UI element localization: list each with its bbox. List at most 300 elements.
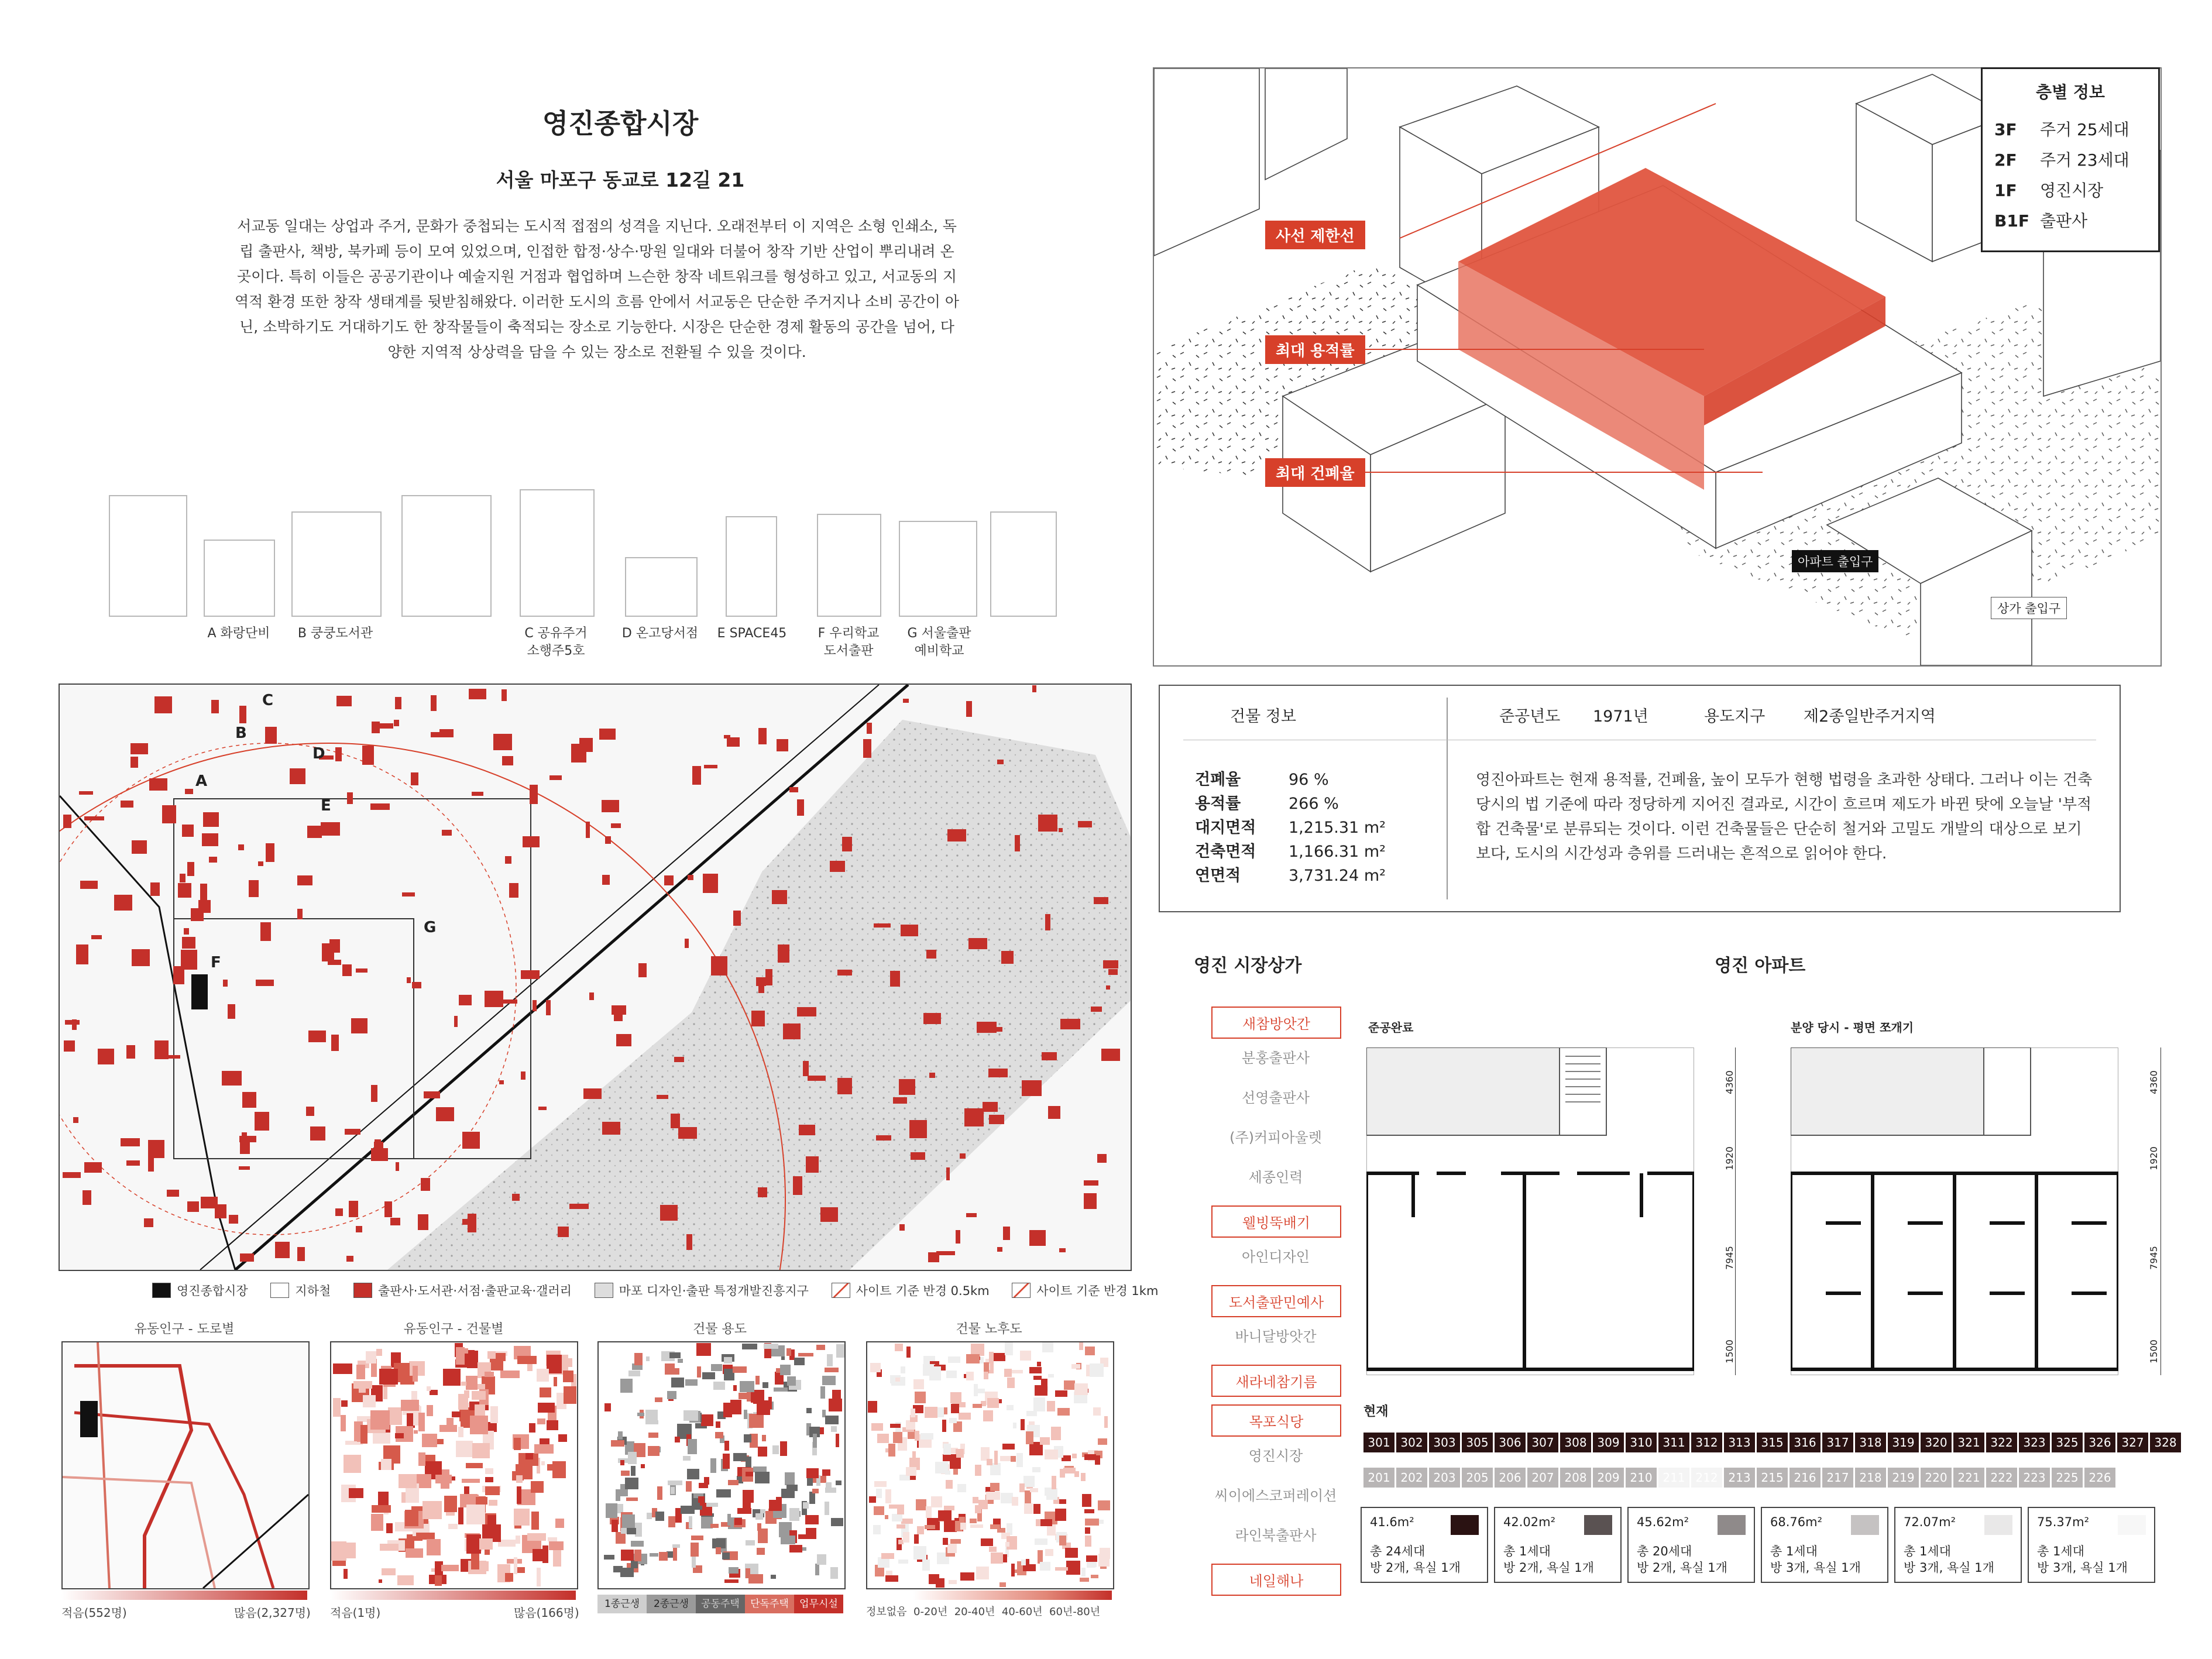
map-block: [1085, 1536, 1091, 1547]
map-block: [895, 1344, 903, 1351]
map-block: [430, 1390, 438, 1395]
store-list: [1211, 1007, 1340, 1615]
map-block: [778, 944, 789, 963]
map-block: [1033, 1504, 1040, 1514]
map-block: [758, 728, 767, 744]
map-block: [696, 1343, 712, 1356]
map-block: [537, 1369, 549, 1382]
map-block: [1038, 815, 1057, 831]
map-block: [836, 1481, 841, 1485]
age-legend-item: 60년-80년: [1049, 1606, 1101, 1618]
map-block: [911, 1409, 915, 1417]
map-block: [906, 1467, 916, 1476]
map-block: [772, 890, 786, 904]
map-block: [909, 1120, 927, 1138]
map-block: [533, 1000, 537, 1012]
map-block: [162, 805, 177, 824]
map-block: [604, 1555, 614, 1560]
map-block: [1090, 1363, 1104, 1377]
map-block: [1011, 1456, 1016, 1462]
map-block: [1030, 1488, 1039, 1492]
map-block: [989, 1352, 993, 1363]
map-block: [890, 971, 900, 987]
map-block: [664, 875, 674, 885]
unit-cell: 208: [1560, 1468, 1591, 1488]
map-block: [1045, 1549, 1054, 1556]
map-block: [757, 1475, 766, 1480]
map-block: [641, 1464, 645, 1468]
map-block: [461, 1382, 466, 1386]
map-block: [1001, 951, 1014, 963]
map-block: [517, 1486, 522, 1504]
map-block: [688, 875, 694, 880]
map-block: [638, 963, 647, 977]
map-block: [431, 732, 449, 737]
map-block: [228, 1004, 235, 1019]
map-block: [540, 1387, 551, 1398]
unit-type-card: [1494, 1507, 1622, 1583]
map-block: [938, 1510, 952, 1521]
map-block: [758, 1447, 767, 1457]
map-block: [970, 1519, 976, 1524]
map-block: [1093, 1407, 1100, 1416]
map-block: [621, 1471, 630, 1476]
map-block: [688, 1439, 697, 1454]
unit-cell: 323: [2019, 1433, 2050, 1452]
map-block: [1072, 1454, 1077, 1458]
map-block: [459, 995, 472, 1005]
map-block: [122, 902, 130, 906]
map-block: [966, 701, 972, 716]
map-block: [1033, 1397, 1045, 1411]
map-block: [727, 737, 740, 747]
map-block: [943, 1444, 951, 1455]
map-block: [1019, 1483, 1025, 1492]
map-block: [913, 1546, 926, 1559]
map-block: [356, 968, 367, 973]
map-block: [989, 1547, 997, 1552]
unit-rooms: 방 3개, 욕실 1개: [2037, 1561, 2128, 1575]
map-block: [388, 1407, 402, 1425]
map-block: [402, 892, 415, 897]
map-block: [885, 1489, 892, 1503]
map-block: [781, 1536, 795, 1544]
map-marker-c: C: [262, 692, 274, 709]
age-legend-item: 40-60년: [1001, 1606, 1043, 1618]
store-item: (주)커피아울렛: [1229, 1129, 1322, 1146]
unit-cell: 301: [1363, 1433, 1394, 1452]
unit-cell: 221: [1953, 1468, 1984, 1488]
map-block: [1021, 1419, 1025, 1430]
map-block: [1042, 1052, 1057, 1060]
map-block: [1065, 1548, 1077, 1558]
unit-cell: 305: [1462, 1433, 1493, 1452]
map-block: [1058, 1499, 1066, 1504]
map-block: [1042, 1342, 1053, 1352]
mini-map-traffic-building: [330, 1341, 578, 1589]
map-block: [531, 1512, 539, 1530]
map-block: [516, 1475, 523, 1483]
map-block: [976, 1567, 989, 1579]
map-block: [686, 1481, 692, 1492]
floor-use: 주거 25세대: [2040, 120, 2129, 139]
unit-cell: 209: [1593, 1468, 1624, 1488]
map-block: [697, 1366, 701, 1378]
floor2-units: [1363, 1468, 2183, 1489]
map-block: [950, 1392, 962, 1403]
map-block: [898, 1560, 908, 1564]
map-block: [549, 1541, 564, 1550]
map-block: [466, 1505, 485, 1524]
map-block: [710, 1524, 719, 1528]
map-block: [521, 970, 540, 979]
map-block: [1080, 1578, 1089, 1582]
store-item: 씨이에스코퍼레이션: [1214, 1488, 1337, 1504]
map-block: [1011, 1564, 1015, 1576]
map-block: [64, 1040, 75, 1052]
map-block: [825, 1488, 836, 1493]
map-block: [616, 1489, 620, 1500]
unit-cell: 213: [1724, 1468, 1755, 1488]
store-item: 새참방앗간: [1211, 1007, 1341, 1039]
building-info-box: [1159, 685, 2121, 912]
map-block: [997, 760, 1004, 764]
map-block: [290, 768, 305, 784]
map-block: [991, 1552, 1003, 1564]
traffic-building-gradient: [330, 1591, 576, 1600]
map-block: [836, 1434, 840, 1447]
unit-type-card: [1361, 1507, 1488, 1583]
map-block: [671, 1487, 675, 1495]
map-block: [502, 689, 507, 700]
map-block: [523, 836, 540, 847]
map-block: [414, 1430, 417, 1434]
map-block: [599, 729, 615, 740]
unit-cell: 326: [2084, 1433, 2115, 1452]
map-block: [407, 977, 410, 983]
map-block: [986, 1492, 1000, 1500]
map-block: [1098, 1438, 1108, 1445]
floor-label: 3F: [1994, 120, 2017, 139]
map-block: [412, 982, 421, 988]
elevation-label-a: A 화랑단비: [207, 626, 270, 641]
map-block: [899, 1224, 905, 1231]
map-block: [514, 1438, 520, 1450]
map-block: [637, 1413, 644, 1416]
map-block: [806, 1156, 819, 1172]
map-block: [372, 1505, 391, 1513]
map-block: [209, 857, 217, 863]
map-block: [873, 1525, 881, 1534]
map-block: [973, 1404, 982, 1408]
map-block: [830, 861, 845, 872]
map-block: [822, 1469, 830, 1475]
map-block: [825, 1416, 839, 1424]
map-block: [1004, 1369, 1012, 1377]
map-block: [538, 1107, 547, 1110]
unit-cell: 205: [1462, 1468, 1493, 1488]
floor-plan-split: [1791, 1047, 2118, 1375]
map-block: [885, 1575, 898, 1582]
unit-cell: 222: [1986, 1468, 2017, 1488]
map-block: [148, 1140, 164, 1159]
map-block: [424, 1091, 439, 1098]
mini-map-title: 유동인구 - 도로별: [134, 1322, 235, 1337]
map-block: [916, 1499, 926, 1510]
map-block: [1074, 1383, 1088, 1396]
map-block: [674, 1057, 685, 1062]
map-block: [874, 923, 890, 927]
building-age-gradient: [913, 1591, 1112, 1600]
map-block: [943, 1538, 948, 1544]
map-block: [704, 765, 717, 769]
map-block: [618, 1431, 623, 1439]
map-block: [359, 1385, 366, 1393]
map-block: [990, 1483, 1000, 1491]
map-block: [310, 1126, 325, 1141]
map-block: [692, 766, 700, 785]
map-block: [514, 1557, 517, 1574]
map-block: [897, 1505, 904, 1514]
map-block: [265, 727, 276, 744]
building-use-legend: [597, 1595, 843, 1613]
floor-label: B1F: [1994, 211, 2029, 231]
unit-count: 총 1세대: [1904, 1544, 1951, 1558]
map-block: [527, 1533, 547, 1540]
map-block: [341, 1400, 348, 1407]
map-block: [558, 1434, 567, 1442]
traffic-building-low: 적음(1명): [330, 1606, 381, 1620]
map-block: [822, 1376, 835, 1385]
map-block: [1012, 1497, 1019, 1505]
map-block: [1081, 1473, 1086, 1481]
unit-cell: 306: [1495, 1433, 1526, 1452]
map-block: [405, 1510, 418, 1526]
map-block: [756, 977, 767, 986]
elevation-building-g: [899, 521, 977, 617]
map-block: [764, 1344, 778, 1349]
unit-cell: 316: [1789, 1433, 1821, 1452]
unit-color-swatch: [1851, 1515, 1879, 1535]
map-block: [897, 1524, 905, 1529]
map-marker-g: G: [424, 919, 437, 936]
map-block: [512, 1194, 519, 1201]
elevation-label-f: F 우리학교 도서출판: [818, 626, 880, 658]
map-block: [555, 1519, 564, 1528]
age-legend-item: 0-20년: [913, 1606, 948, 1618]
map-block: [960, 1523, 966, 1530]
dimension-4360-right: 4360: [2148, 1070, 2159, 1094]
map-block: [767, 973, 772, 985]
map-block: [803, 1502, 809, 1509]
map-block: [485, 1477, 493, 1482]
map-block: [691, 1536, 703, 1540]
map-block: [691, 1506, 702, 1510]
map-block: [63, 815, 71, 828]
map-block: [622, 1514, 635, 1528]
map-block: [201, 1197, 218, 1208]
map-block: [525, 1453, 533, 1459]
map-block: [757, 1548, 765, 1555]
map-block: [686, 1234, 692, 1249]
mini-map-traffic-building-blocks: [331, 1342, 577, 1588]
map-block: [946, 1371, 957, 1378]
map-block: [723, 1454, 730, 1469]
map-block: [1013, 1423, 1016, 1428]
store-item: 라인북출판사: [1235, 1527, 1317, 1544]
use-legend-item: 단독주택: [745, 1595, 794, 1613]
map-block: [258, 861, 263, 866]
map-block: [335, 747, 342, 761]
map-block: [928, 1252, 939, 1262]
map-block: [974, 1384, 978, 1396]
map-block: [946, 1480, 953, 1489]
map-block: [442, 830, 452, 836]
store-item: 바니달방앗간: [1235, 1328, 1317, 1345]
map-block: [371, 1148, 388, 1161]
map-block: [923, 1013, 941, 1024]
map-block: [956, 1230, 960, 1244]
map-block: [742, 1344, 757, 1349]
map-block: [706, 1503, 718, 1507]
map-block: [734, 1518, 742, 1525]
map-block: [589, 992, 594, 1000]
map-block: [485, 1372, 493, 1377]
map-block: [360, 1425, 367, 1444]
map-block: [673, 1548, 677, 1561]
map-block: [84, 1162, 102, 1173]
map-block: [150, 882, 160, 896]
traffic-building-high: 많음(166명): [514, 1606, 579, 1620]
map-block: [411, 772, 418, 785]
map-block: [728, 1480, 739, 1485]
map-block: [406, 1548, 423, 1558]
map-block: [376, 1349, 382, 1356]
map-block: [893, 1097, 907, 1104]
store-item: 아인디자인: [1242, 1249, 1310, 1265]
map-block: [458, 1507, 463, 1524]
map-block: [983, 1410, 993, 1421]
map-block: [1086, 1555, 1097, 1561]
map-block: [757, 1400, 770, 1415]
map-block: [631, 1466, 635, 1476]
map-block: [341, 1415, 346, 1431]
map-block: [79, 791, 93, 795]
map-block: [813, 1434, 818, 1448]
unit-count: 총 1세대: [1770, 1544, 1818, 1558]
unit-type-card: [2028, 1507, 2155, 1583]
map-block: [466, 1463, 483, 1468]
map-block: [1066, 1561, 1080, 1575]
map-block: [386, 1523, 393, 1534]
map-block: [926, 1506, 932, 1518]
store-item: 분홍출판사: [1242, 1050, 1310, 1066]
map-block: [242, 1092, 256, 1108]
map-block: [126, 1045, 135, 1059]
map-block: [333, 1363, 352, 1373]
map-block: [349, 1488, 364, 1498]
dimension-1500-left: 1500: [1723, 1339, 1735, 1363]
map-block: [877, 1434, 888, 1443]
map-block: [458, 1394, 468, 1410]
unit-rooms: 방 3개, 욕실 1개: [1770, 1561, 1861, 1575]
map-block: [537, 1418, 545, 1424]
map-block: [994, 1451, 998, 1465]
map-block: [920, 1433, 933, 1440]
unit-color-swatch: [1584, 1515, 1612, 1535]
map-block: [914, 1534, 919, 1544]
shop-entrance-label: 상가 출입구: [1991, 597, 2067, 619]
unit-cell: 320: [1921, 1433, 1952, 1452]
map-block: [297, 909, 303, 919]
unit-count: 총 1세대: [1503, 1544, 1551, 1558]
map-block: [806, 1528, 816, 1538]
map-block: [356, 1365, 365, 1379]
map-block: [771, 1575, 777, 1579]
map-block: [583, 1088, 602, 1099]
elevation-building: [109, 495, 187, 617]
map-block: [1091, 1007, 1101, 1011]
map-block: [222, 1071, 242, 1085]
unit-cell: 203: [1429, 1468, 1460, 1488]
map-block: [614, 1014, 623, 1021]
map-block: [456, 1347, 465, 1365]
mini-map-title: 건물 용도: [692, 1322, 747, 1337]
map-block: [370, 803, 389, 809]
dimension-line-left: [1735, 1047, 1736, 1375]
map-block: [490, 1406, 498, 1423]
map-block: [698, 1496, 705, 1503]
map-block: [869, 1496, 875, 1503]
floor-use: 주거 23세대: [2040, 150, 2129, 170]
legend-swatch-radius-half: [832, 1283, 850, 1298]
map-block: [975, 1465, 981, 1476]
map-block: [812, 1489, 819, 1493]
map-block: [371, 1085, 377, 1102]
store-item: 영진시장: [1248, 1448, 1303, 1464]
map-block: [945, 1471, 951, 1475]
map-block: [733, 1366, 747, 1373]
map-block: [797, 799, 804, 816]
map-block: [307, 826, 322, 838]
map-block: [780, 1441, 787, 1456]
map-block: [724, 1579, 739, 1583]
map-block: [973, 1497, 978, 1503]
map-block: [634, 1550, 641, 1562]
unit-cell: 311: [1658, 1433, 1689, 1452]
unit-count: 총 20세대: [1637, 1544, 1692, 1558]
map-block: [1060, 1019, 1080, 1029]
map-block: [737, 1508, 751, 1514]
floor-label: 1F: [1994, 181, 2017, 200]
dimension-7945-left: 7945: [1723, 1246, 1735, 1270]
map-block: [154, 696, 172, 713]
mini-map-title: 건물 노후도: [956, 1322, 1022, 1337]
map-block: [659, 1552, 668, 1561]
map-block: [1037, 1362, 1041, 1366]
map-block: [1079, 1342, 1084, 1350]
map-block: [868, 1401, 877, 1413]
callout-max-coverage: 최대 건폐율: [1265, 458, 1365, 487]
map-block: [733, 911, 741, 926]
map-block: [238, 844, 245, 850]
map-block: [553, 1549, 561, 1567]
map-block: [648, 1446, 660, 1457]
map-block: [1064, 1380, 1075, 1390]
map-block: [462, 1132, 480, 1149]
map-block: [371, 1514, 384, 1531]
age-legend-item: 20-40년: [954, 1606, 995, 1618]
